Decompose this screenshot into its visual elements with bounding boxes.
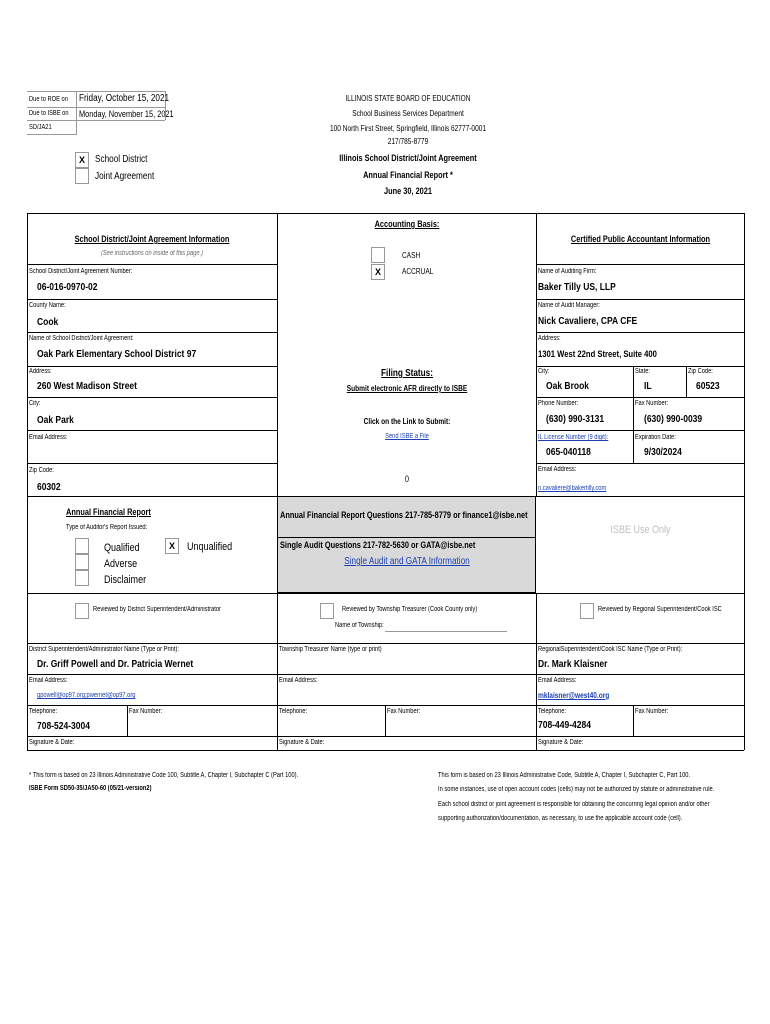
cpa-license-value[interactable]: 065-040118 — [546, 447, 591, 458]
district-superintendent-telephone-value[interactable]: 708-524-3004 — [37, 721, 90, 732]
report-title-line1: Illinois School District/Joint Agreement — [339, 153, 477, 163]
qualified-label: Qualified — [104, 542, 140, 554]
regional-superintendent-signature-label[interactable]: Signature & Date: — [538, 739, 584, 746]
cpa-email-label: Email Address: — [538, 466, 577, 473]
cpa-address-value[interactable]: 1301 West 22nd Street, Suite 400 — [538, 349, 657, 359]
unqualified-checkbox[interactable]: X — [165, 538, 179, 554]
click-link-text: Click on the Link to Submit: — [363, 417, 451, 426]
district-address-label: Address: — [29, 368, 52, 375]
accrual-checkbox[interactable]: X — [371, 264, 385, 280]
form-code: SD/JA21 — [29, 124, 52, 131]
district-zip-label: Zip Code: — [29, 467, 54, 474]
township-treasurer-name-label: Township Treasurer Name (type or print) — [279, 646, 382, 653]
cpa-firm-value[interactable]: Baker Tilly US, LLP — [538, 282, 616, 293]
district-number-value[interactable]: 06-016-0970-02 — [37, 282, 98, 293]
cpa-zip-label: Zip Code: — [688, 368, 713, 375]
adverse-label: Adverse — [104, 558, 138, 570]
accounting-basis-heading: Accounting Basis: — [374, 219, 440, 229]
district-address-value[interactable]: 260 West Madison Street — [37, 381, 137, 392]
regional-superintendent-telephone-label: Telephone: — [538, 708, 567, 715]
due-isbe-label: Due to ISBE on — [29, 110, 69, 117]
district-name-label: Name of School District/Joint Agreement: — [29, 335, 134, 342]
qualified-checkbox[interactable] — [75, 538, 89, 554]
township-treasurer-fax-label: Fax Number: — [387, 708, 421, 715]
single-audit-questions-text: Single Audit Questions 217-782-5630 or GATA@isbe.net — [280, 540, 476, 550]
district-review-label: Reviewed by District Superintendent/Administrator — [93, 606, 221, 613]
regional-review-checkbox[interactable] — [580, 603, 594, 619]
adverse-checkbox[interactable] — [75, 554, 89, 570]
school-district-checkbox[interactable]: X — [75, 152, 89, 168]
cpa-expiration-value[interactable]: 9/30/2024 — [644, 447, 682, 458]
township-review-checkbox[interactable] — [320, 603, 334, 619]
regional-review-label: Reviewed by Regional Superintendent/Cook ISC — [598, 606, 722, 613]
district-superintendent-name-value[interactable]: Dr. Griff Powell and Dr. Patricia Wernet — [37, 659, 194, 670]
regional-superintendent-name-label: RegionalSuperintendent/Cook ISC Name (Type or Print): — [538, 646, 683, 653]
agency-name: ILLINOIS STATE BOARD OF EDUCATION — [345, 94, 471, 103]
township-treasurer-signature-label[interactable]: Signature & Date: — [279, 739, 325, 746]
cpa-manager-label: Name of Audit Manager: — [538, 302, 600, 309]
district-superintendent-fax-label: Fax Number: — [129, 708, 163, 715]
send-isbe-file-link[interactable]: Send ISBE a File — [385, 433, 429, 440]
district-email-label: Email Address: — [29, 434, 68, 441]
district-superintendent-email-value[interactable]: gpowell@op97.org;pwernet@op97.org — [37, 692, 136, 699]
cash-label: CASH — [402, 251, 421, 260]
county-label: County Name: — [29, 302, 66, 309]
footer-right-line2: In some instances, use of open account codes (cells) may not be authorized by statute or administrative rule. — [438, 786, 715, 793]
due-isbe-date: Monday, November 15, 2021 — [79, 109, 174, 119]
filing-zero-value: 0 — [404, 474, 410, 484]
cpa-city-value[interactable]: Oak Brook — [546, 381, 589, 392]
district-city-value[interactable]: Oak Park — [37, 415, 74, 426]
cpa-license-label[interactable]: IL License Number (9 digit): — [538, 434, 609, 441]
footer-right-line1: This form is based on 23 Illinois Administrative Code, Subtitle A, Chapter I, Subchapter C, Part 100. — [438, 772, 691, 779]
filing-status-heading: Filing Status: — [381, 368, 433, 379]
agency-address: 100 North First Street, Springfield, Illinois 62777-0001 — [329, 124, 487, 133]
district-zip-value[interactable]: 60302 — [37, 482, 61, 493]
county-value[interactable]: Cook — [37, 317, 59, 328]
disclaimer-checkbox[interactable] — [75, 570, 89, 586]
regional-superintendent-name-value[interactable]: Dr. Mark Klaisner — [538, 659, 608, 670]
district-superintendent-telephone-label: Telephone: — [29, 708, 58, 715]
township-name-field[interactable] — [385, 631, 507, 632]
district-info-heading: School District/Joint Agreement Information — [74, 234, 230, 244]
report-type-label: Type of Auditor's Report Issued: — [66, 524, 148, 531]
agency-phone: 217/785-8779 — [387, 137, 429, 146]
footer-right-line3: Each school district or joint agreement is responsible for obtaining the concurring legal opinion and/or other — [438, 801, 710, 808]
cpa-zip-value[interactable]: 60523 — [696, 381, 720, 392]
district-number-label: School District/Joint Agreement Number: — [29, 268, 133, 275]
district-superintendent-email-label: Email Address: — [29, 677, 68, 684]
accrual-label: ACCRUAL — [402, 267, 434, 276]
afr-heading: Annual Financial Report — [66, 507, 151, 517]
footer-left-note: * This form is based on 23 Illinois Administrative Code 100, Subtitle A, Chapter I, Subchapter C (Part 100). — [29, 772, 299, 779]
cpa-city-label: City: — [538, 368, 550, 375]
regional-superintendent-fax-label: Fax Number: — [635, 708, 669, 715]
township-treasurer-email-label: Email Address: — [279, 677, 318, 684]
isbe-use-only-label: ISBE Use Only — [610, 524, 671, 536]
township-review-label: Reviewed by Township Treasurer (Cook County only) — [342, 606, 478, 613]
cpa-phone-value[interactable]: (630) 990-3131 — [546, 414, 605, 425]
cpa-fax-value[interactable]: (630) 990-0039 — [644, 414, 703, 425]
footer-form-number: ISBE Form SD50-35/JA50-60 (05/21-version2) — [29, 785, 152, 792]
cpa-info-heading: Certified Public Accountant Information — [570, 234, 711, 244]
due-roe-label: Due to ROE on — [29, 96, 68, 103]
district-superintendent-signature-label[interactable]: Signature & Date: — [29, 739, 75, 746]
due-roe-date: Friday, October 15, 2021 — [79, 93, 170, 104]
cash-checkbox[interactable] — [371, 247, 385, 263]
cpa-phone-label: Phone Number: — [538, 400, 579, 407]
single-audit-gata-link[interactable]: Single Audit and GATA Information — [344, 556, 470, 567]
unqualified-label: Unqualified — [187, 541, 233, 553]
joint-agreement-label: Joint Agreement — [95, 171, 155, 182]
submit-electronic-text: Submit electronic AFR directly to ISBE — [346, 384, 468, 393]
cpa-state-label: State: — [635, 368, 651, 375]
department-name: School Business Services Department — [352, 109, 464, 118]
report-title-line2: Annual Financial Report * — [363, 170, 453, 180]
cpa-address-label: Address: — [538, 335, 561, 342]
regional-superintendent-email-value[interactable]: mklaisner@west40.org — [538, 691, 610, 700]
regional-superintendent-email-label: Email Address: — [538, 677, 577, 684]
district-superintendent-name-label: District Superintendent/Administrator Name (Type or Print): — [29, 646, 179, 653]
township-treasurer-telephone-label: Telephone: — [279, 708, 308, 715]
report-title-line3: June 30, 2021 — [383, 186, 432, 196]
cpa-fax-label: Fax Number: — [635, 400, 669, 407]
cpa-firm-label: Name of Auditing Firm: — [538, 268, 597, 275]
cpa-email-value[interactable]: n.cavaliere@bakertilly.com — [538, 485, 607, 492]
afr-questions-text: Annual Financial Report Questions 217-785-8779 or finance1@isbe.net — [280, 510, 528, 520]
district-review-checkbox[interactable] — [75, 603, 89, 619]
district-info-subheading: (See instructions on inside of this page.) — [100, 250, 204, 257]
cpa-state-value[interactable]: IL — [644, 381, 652, 392]
cpa-expiration-label: Expiration Date: — [635, 434, 676, 441]
footer-right-line4: supporting authorization/documentation, as necessary, to use the applicable account code (cell). — [438, 815, 683, 822]
district-name-value[interactable]: Oak Park Elementary School District 97 — [37, 349, 197, 360]
joint-agreement-checkbox[interactable] — [75, 168, 89, 184]
school-district-label: School District — [95, 154, 148, 165]
district-city-label: City: — [29, 400, 41, 407]
township-name-label: Name of Township: — [335, 622, 384, 629]
cpa-manager-value[interactable]: Nick Cavaliere, CPA CFE — [538, 316, 638, 327]
disclaimer-label: Disclaimer — [104, 574, 147, 586]
regional-superintendent-telephone-value[interactable]: 708-449-4284 — [538, 720, 591, 731]
